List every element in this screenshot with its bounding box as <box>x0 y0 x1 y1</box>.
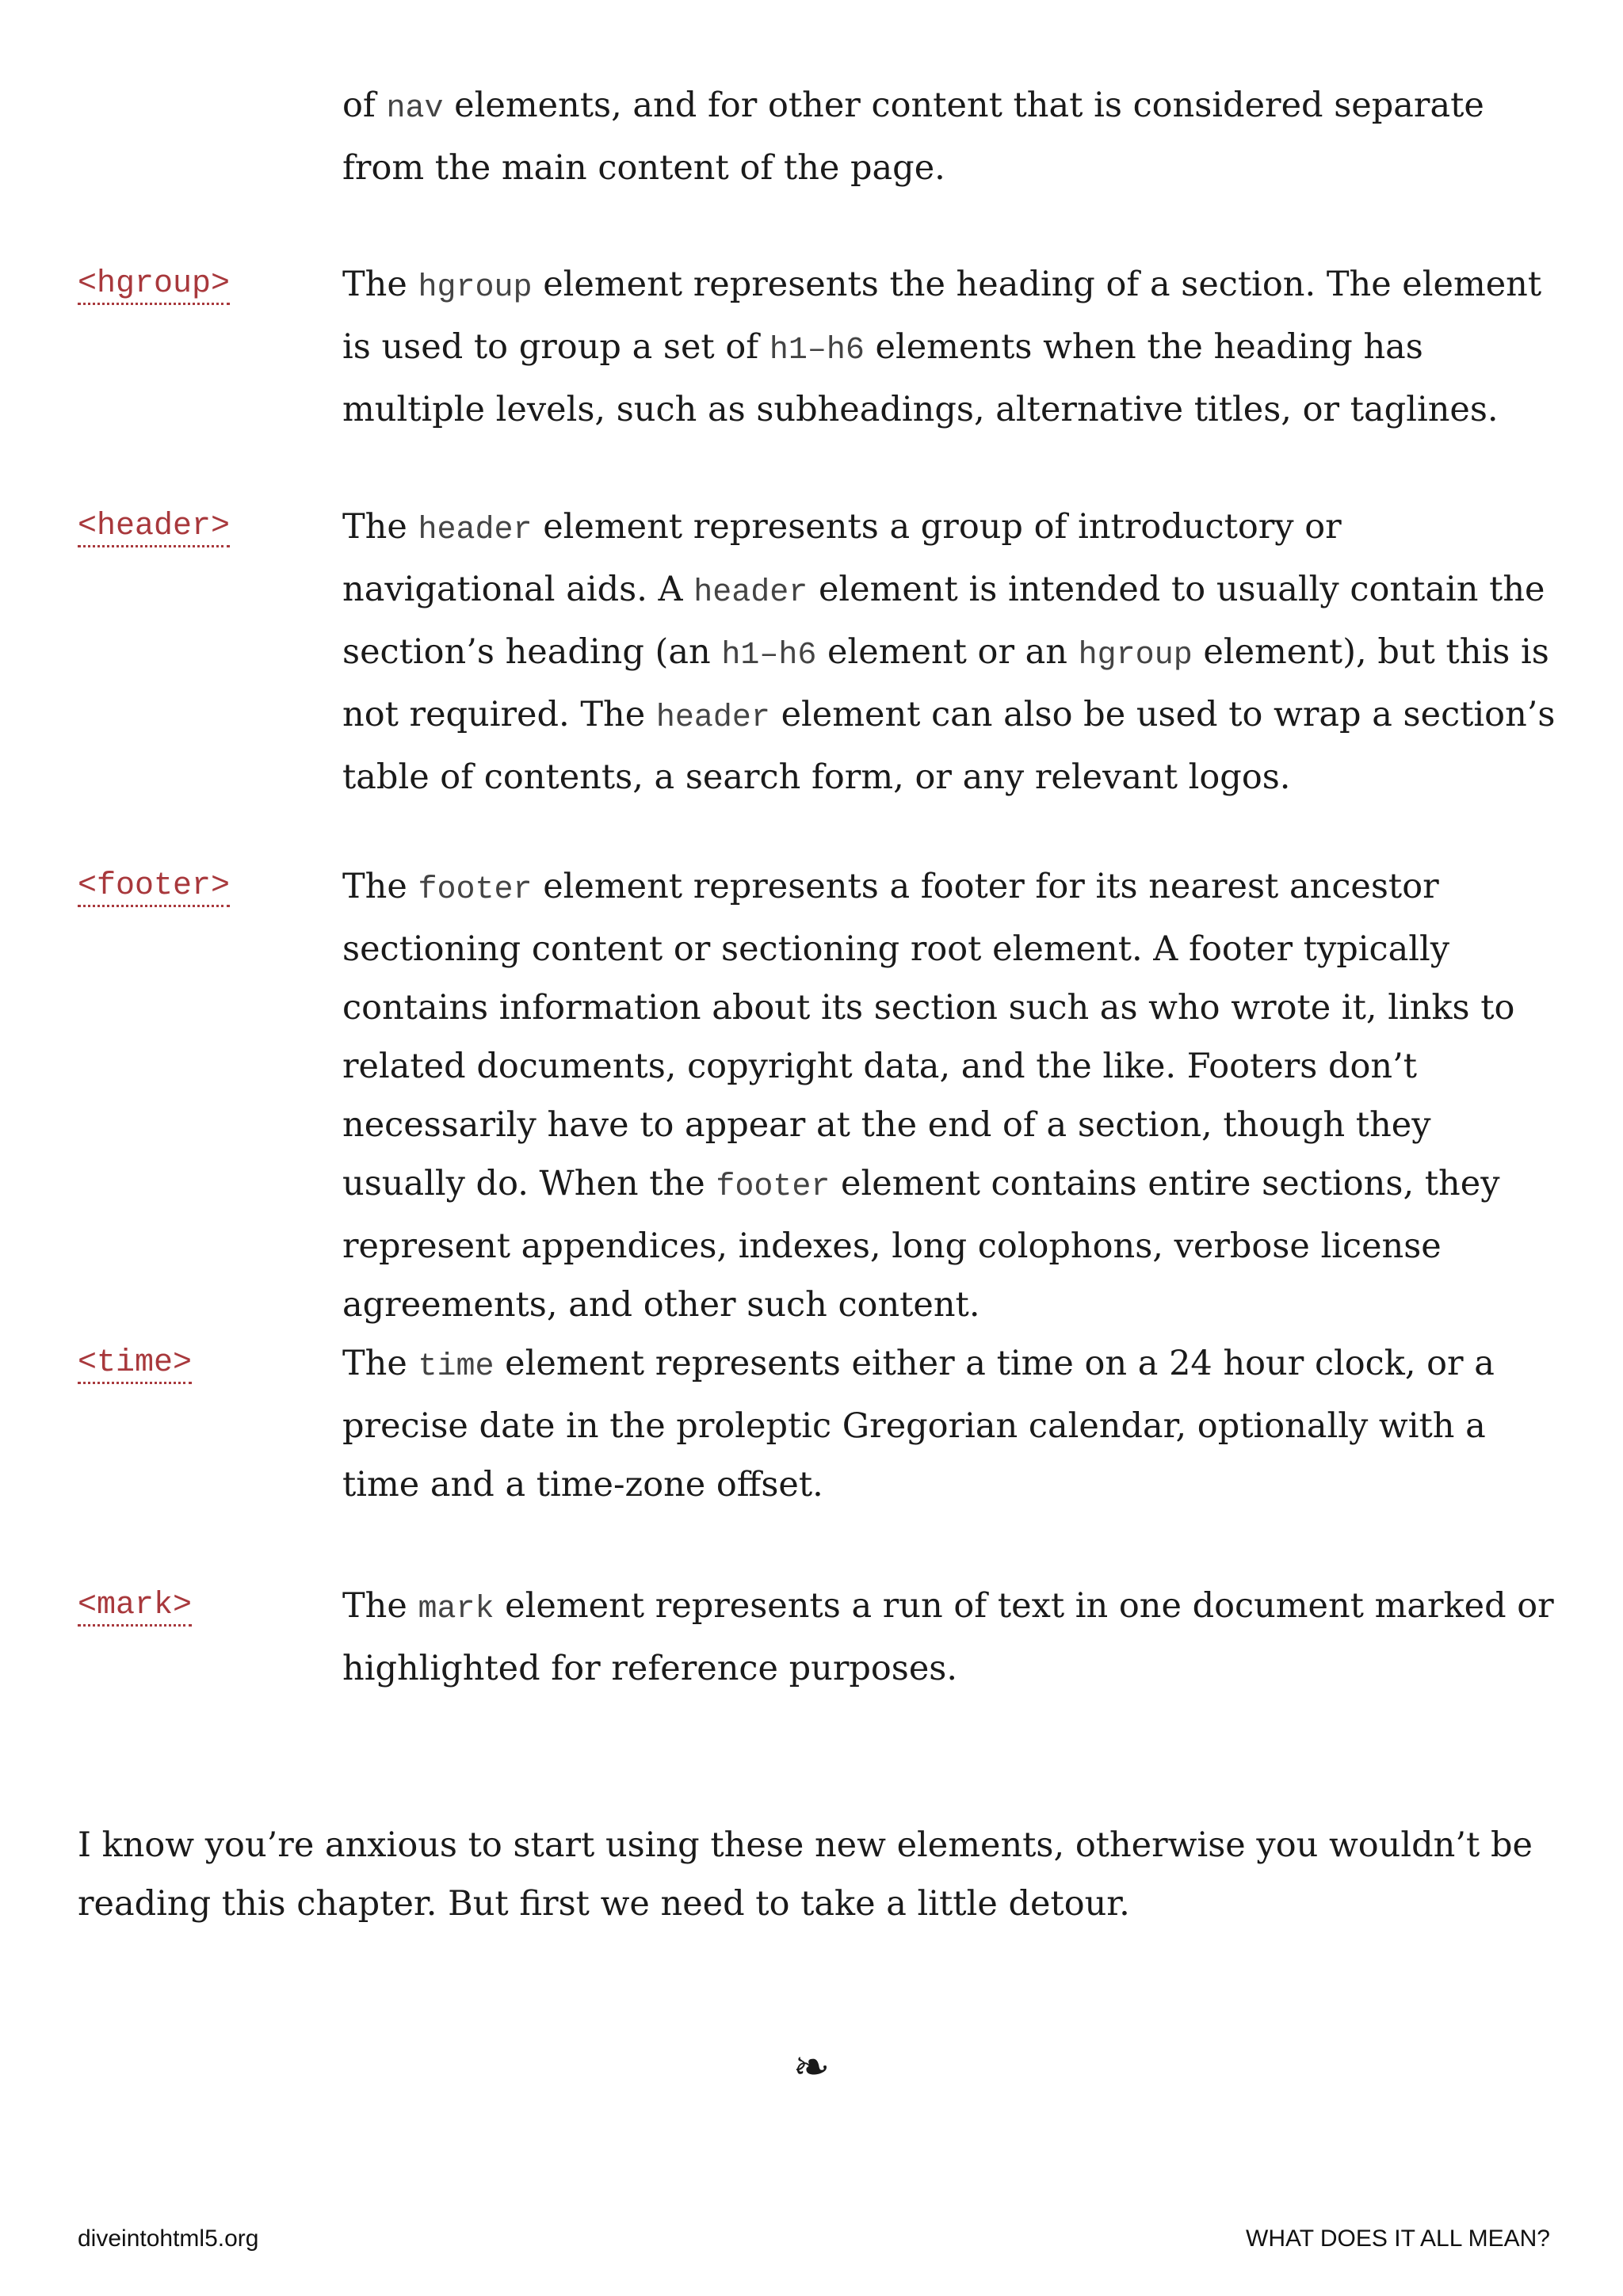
definition-fragment: element contains entire sections, they represent appendices, indexes, long colophons, verbose license agreements, and other such content. <box>342 1164 1500 1325</box>
inline-code: header <box>693 575 808 611</box>
definition-fragment: The <box>342 867 418 906</box>
definition-text <box>342 1334 1563 1514</box>
inline-code: mark <box>418 1592 495 1627</box>
term-link-hgroup[interactable]: <hgroup> <box>78 255 230 305</box>
term-link-time[interactable]: <time> <box>78 1334 192 1384</box>
fleuron-ornament-icon: ❧ <box>792 2042 831 2093</box>
closing-paragraph: I know you’re anxious to start using these new elements, otherwise you wouldn’t be reading this chapter. But first we need to take a little detour. <box>78 1825 1533 1924</box>
definition-text <box>342 255 1563 439</box>
intro-paragraph <box>342 76 1563 197</box>
definition-fragment: element or an <box>816 632 1079 672</box>
inline-code: footer <box>716 1169 831 1205</box>
term-link-header[interactable]: <header> <box>78 498 230 547</box>
intro-text: of <box>342 86 387 125</box>
inline-code: h1–h6 <box>769 333 865 368</box>
inline-code: header <box>655 700 770 736</box>
definition-fragment: element represents a run of text in one document marked or highlighted for reference purposes. <box>342 1586 1554 1688</box>
inline-code: footer <box>418 872 533 908</box>
definition-fragment: The <box>342 265 418 304</box>
definition-fragment: The <box>342 1586 418 1626</box>
definition-text <box>342 857 1563 1334</box>
definition-fragment: The <box>342 1344 418 1383</box>
term-link-mark[interactable]: <mark> <box>78 1577 192 1627</box>
inline-code: header <box>418 513 533 548</box>
intro-text: elements, and for other content that is considered separate from the main content of the page. <box>342 86 1484 188</box>
inline-code: hgroup <box>1078 638 1193 673</box>
definition-fragment: element represents the heading of a section. The element is used to group a set of <box>342 265 1542 367</box>
definition-fragment: elements when the heading has multiple levels, such as subheadings, alternative titles, or taglines. <box>342 327 1499 429</box>
definition-text <box>342 498 1563 807</box>
definition-fragment: The <box>342 507 418 547</box>
definition-text <box>342 1577 1563 1698</box>
definition-fragment: element), but this is not required. The <box>342 632 1549 734</box>
definition-fragment: element can also be used to wrap a section’s table of contents, a search form, or any relevant logos. <box>342 695 1556 797</box>
inline-code: h1–h6 <box>721 638 817 673</box>
inline-code: hgroup <box>418 270 533 306</box>
definition-fragment: element represents a footer for its nearest ancestor sectioning content or sectioning root element. A footer typically contains information about its section such as who wrote it, links to related documents, copyright data, and the like. Footers don’t necessarily have to appear at the end of a section, though they usually do. When the <box>342 867 1515 1203</box>
inline-code: time <box>418 1349 495 1385</box>
definition-fragment: element represents either a time on a 24 hour clock, or a precise date in the proleptic Gregorian calendar, optionally with a time and a time-zone offset. <box>342 1344 1495 1505</box>
inline-code: nav <box>386 91 444 127</box>
definition-fragment: element represents a group of introductory or navigational aids. A <box>342 507 1342 609</box>
definition-fragment: element is intended to usually contain the section’s heading (an <box>342 570 1545 672</box>
footer-chapter-title: WHAT DOES IT ALL MEAN? <box>1246 2225 1550 2252</box>
term-link-footer[interactable]: <footer> <box>78 857 230 907</box>
footer-site-name: diveintohtml5.org <box>78 2225 259 2252</box>
